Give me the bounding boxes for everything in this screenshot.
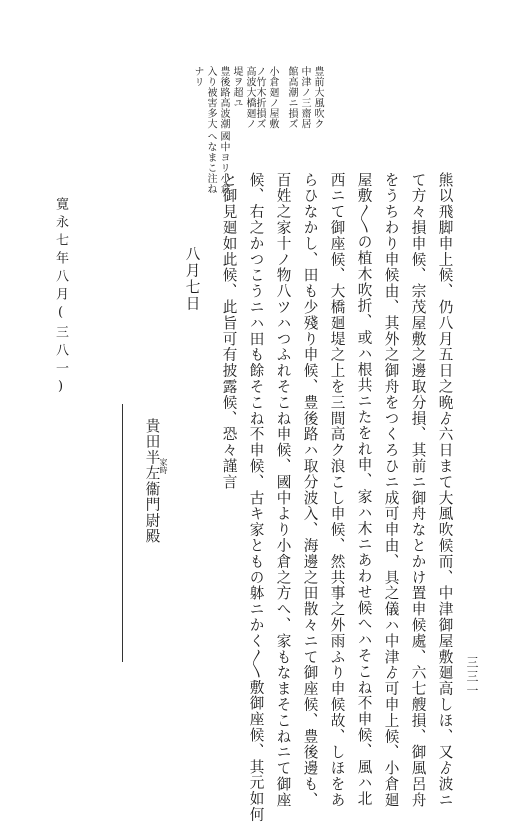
signature-rule	[122, 404, 123, 662]
body-line: をうちわり申候由、其外之御舟をつくろひニ成可申由、具之儀ハ中津ゟ可申上候、小倉廻	[382, 172, 400, 808]
body-line: と御見廻如此候、此旨可有披露候、恐々謹言	[220, 172, 238, 490]
body-line: て方々損申候、宗茂屋敷之邊取分損、其前ニ御舟なとかけ置申候處、六七艘損、御風呂舟	[409, 172, 427, 808]
headnote: へなまこ注ね	[205, 131, 216, 194]
body-line: 熊以飛脚申上候、仍八月五日之晩ゟ六日まて大風吹候而、中津御屋敷廻高しほ、又ゟ波ニ	[436, 172, 454, 808]
headnote: 館高潮ニ損ズ	[286, 66, 297, 129]
body-line: らひなかし、田も少殘り申候、豊後路ハ取分波入、海邊之田散々ニて御座候、豊後邊も、	[301, 172, 319, 808]
headnote: 中津ノ三齋居	[299, 66, 310, 129]
headnote: ノ竹木折損ズ	[254, 66, 265, 129]
addressee	[143, 418, 168, 545]
era-date: 寛永七年八月(三八一)	[53, 197, 68, 399]
headnote: 豊後路高波潮	[218, 66, 229, 129]
body-line: 候、右之かつこうニハ田も餘そこね不申候、古キ家ともの躰ニかく〳〵敷御座候、其元如何	[247, 172, 265, 823]
headnote: ナリ	[192, 66, 203, 87]
addressee-name-part1: 貴田半左	[143, 418, 161, 482]
headnote: 國中ヨリ小倉	[218, 131, 229, 194]
headnote: 入り被害多大	[205, 66, 216, 129]
body-line: 百姓之家十ノ物八ツハつふれそこね申候、國中より小倉之方へ、家もなまそこねニて御座	[274, 172, 292, 808]
letter-date: 八月七日	[183, 246, 201, 313]
headnote: 小倉廻ノ屋敷	[267, 66, 278, 129]
body-line: 屋敷〳〵の植木吹折、或ハ根共ニたをれ申、家ハ木ニあわせ候へハそこね不申候、風ハ北	[355, 172, 373, 807]
headnote: 豊前大風吹ク	[312, 66, 323, 129]
addressee-name-part2: 衞門尉殿	[143, 481, 161, 545]
addressee-name-note: 家時	[159, 458, 168, 474]
headnote: 堤ヲ超ユ	[231, 66, 242, 108]
page-number: 三三一	[465, 656, 479, 698]
headnote: 高波大橋廻ノ	[244, 66, 255, 129]
body-line: 西ニて御座候、大橋廻堤之上を三間高ク浪こし申候、然共事之外雨ふり申候故、しほをあ	[328, 172, 346, 808]
